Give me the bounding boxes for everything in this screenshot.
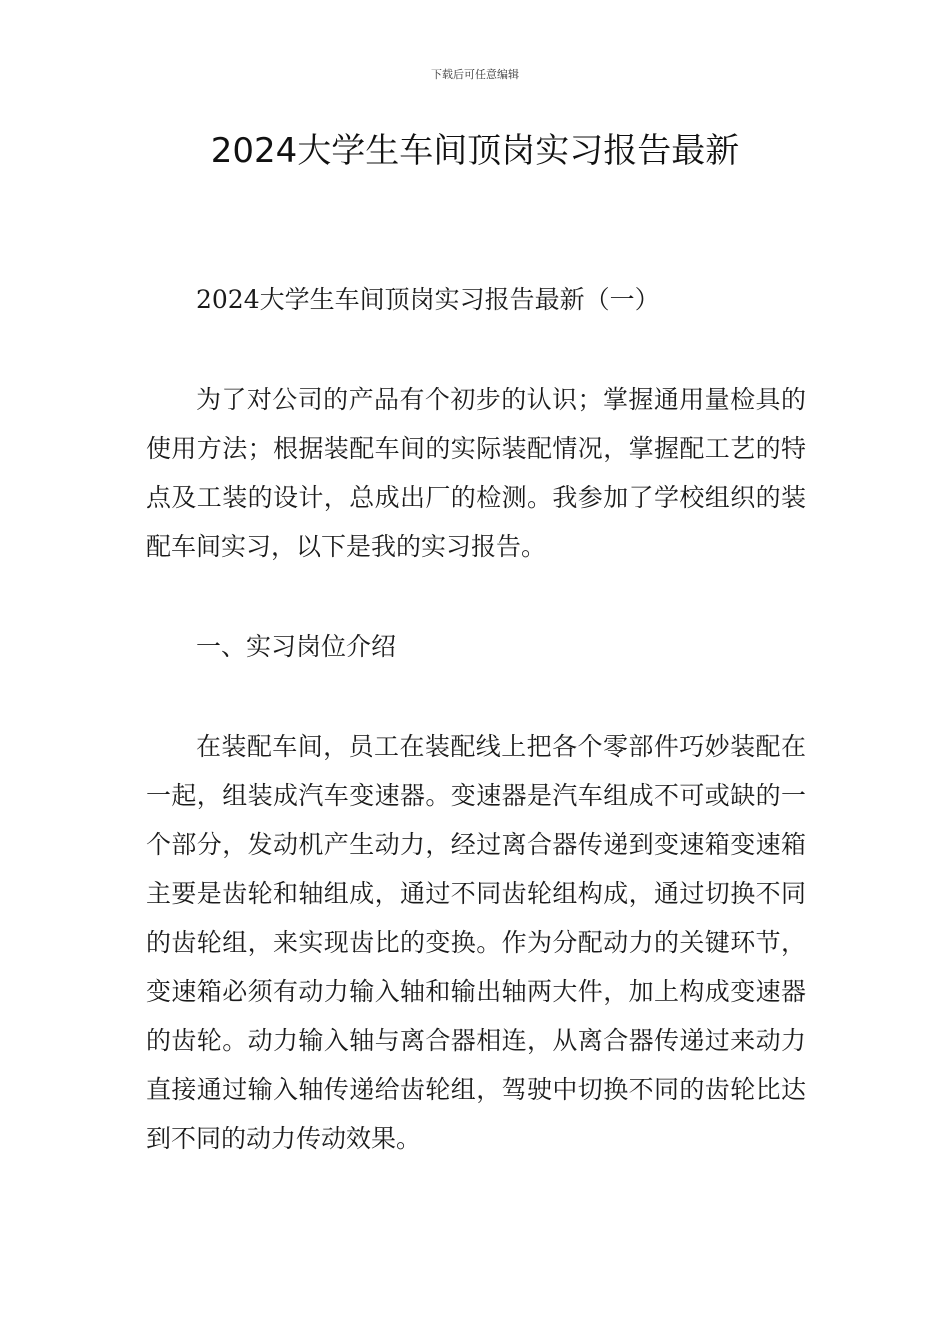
section-heading: 一、实习岗位介绍 xyxy=(196,632,397,661)
section-body-paragraph: 在装配车间，员工在装配线上把各个零部件巧妙装配在一起，组装成汽车变速器。变速器是汽车组成不可或缺的一个部分，发动机产生动力，经过离合器传递到变速箱变速箱主要是齿轮和轴组成，通过不同齿轮组构成，通过切换不同的齿轮组，来实现齿比的变换。作为分配动力的关键环节，变速箱必须有动力输入轴和输出轴两大件，加上构成变速器的齿轮。动力输入轴与离合器相连，从离合器传递过来动力直接通过输入轴传递给齿轮组，驾驶中切换不同的齿轮比达到不同的动力传动效果。 xyxy=(146,732,806,1153)
document-title: 2024大学生车间顶岗实习报告最新 xyxy=(210,131,740,171)
section-body-block xyxy=(146,722,806,1163)
header-note: 下载后可任意编辑 xyxy=(431,68,519,81)
section-heading-block xyxy=(146,622,806,671)
report-subtitle: 2024大学生车间顶岗实习报告最新（一） xyxy=(196,285,660,314)
intro-paragraph-block xyxy=(146,375,806,571)
intro-paragraph: 为了对公司的产品有个初步的认识；掌握通用量检具的使用方法；根据装配车间的实际装配情况，掌握配工艺的特点及工装的设计，总成出厂的检测。我参加了学校组织的装配车间实习，以下是我的实习报告。 xyxy=(146,385,806,561)
report-subtitle-block xyxy=(146,275,806,324)
